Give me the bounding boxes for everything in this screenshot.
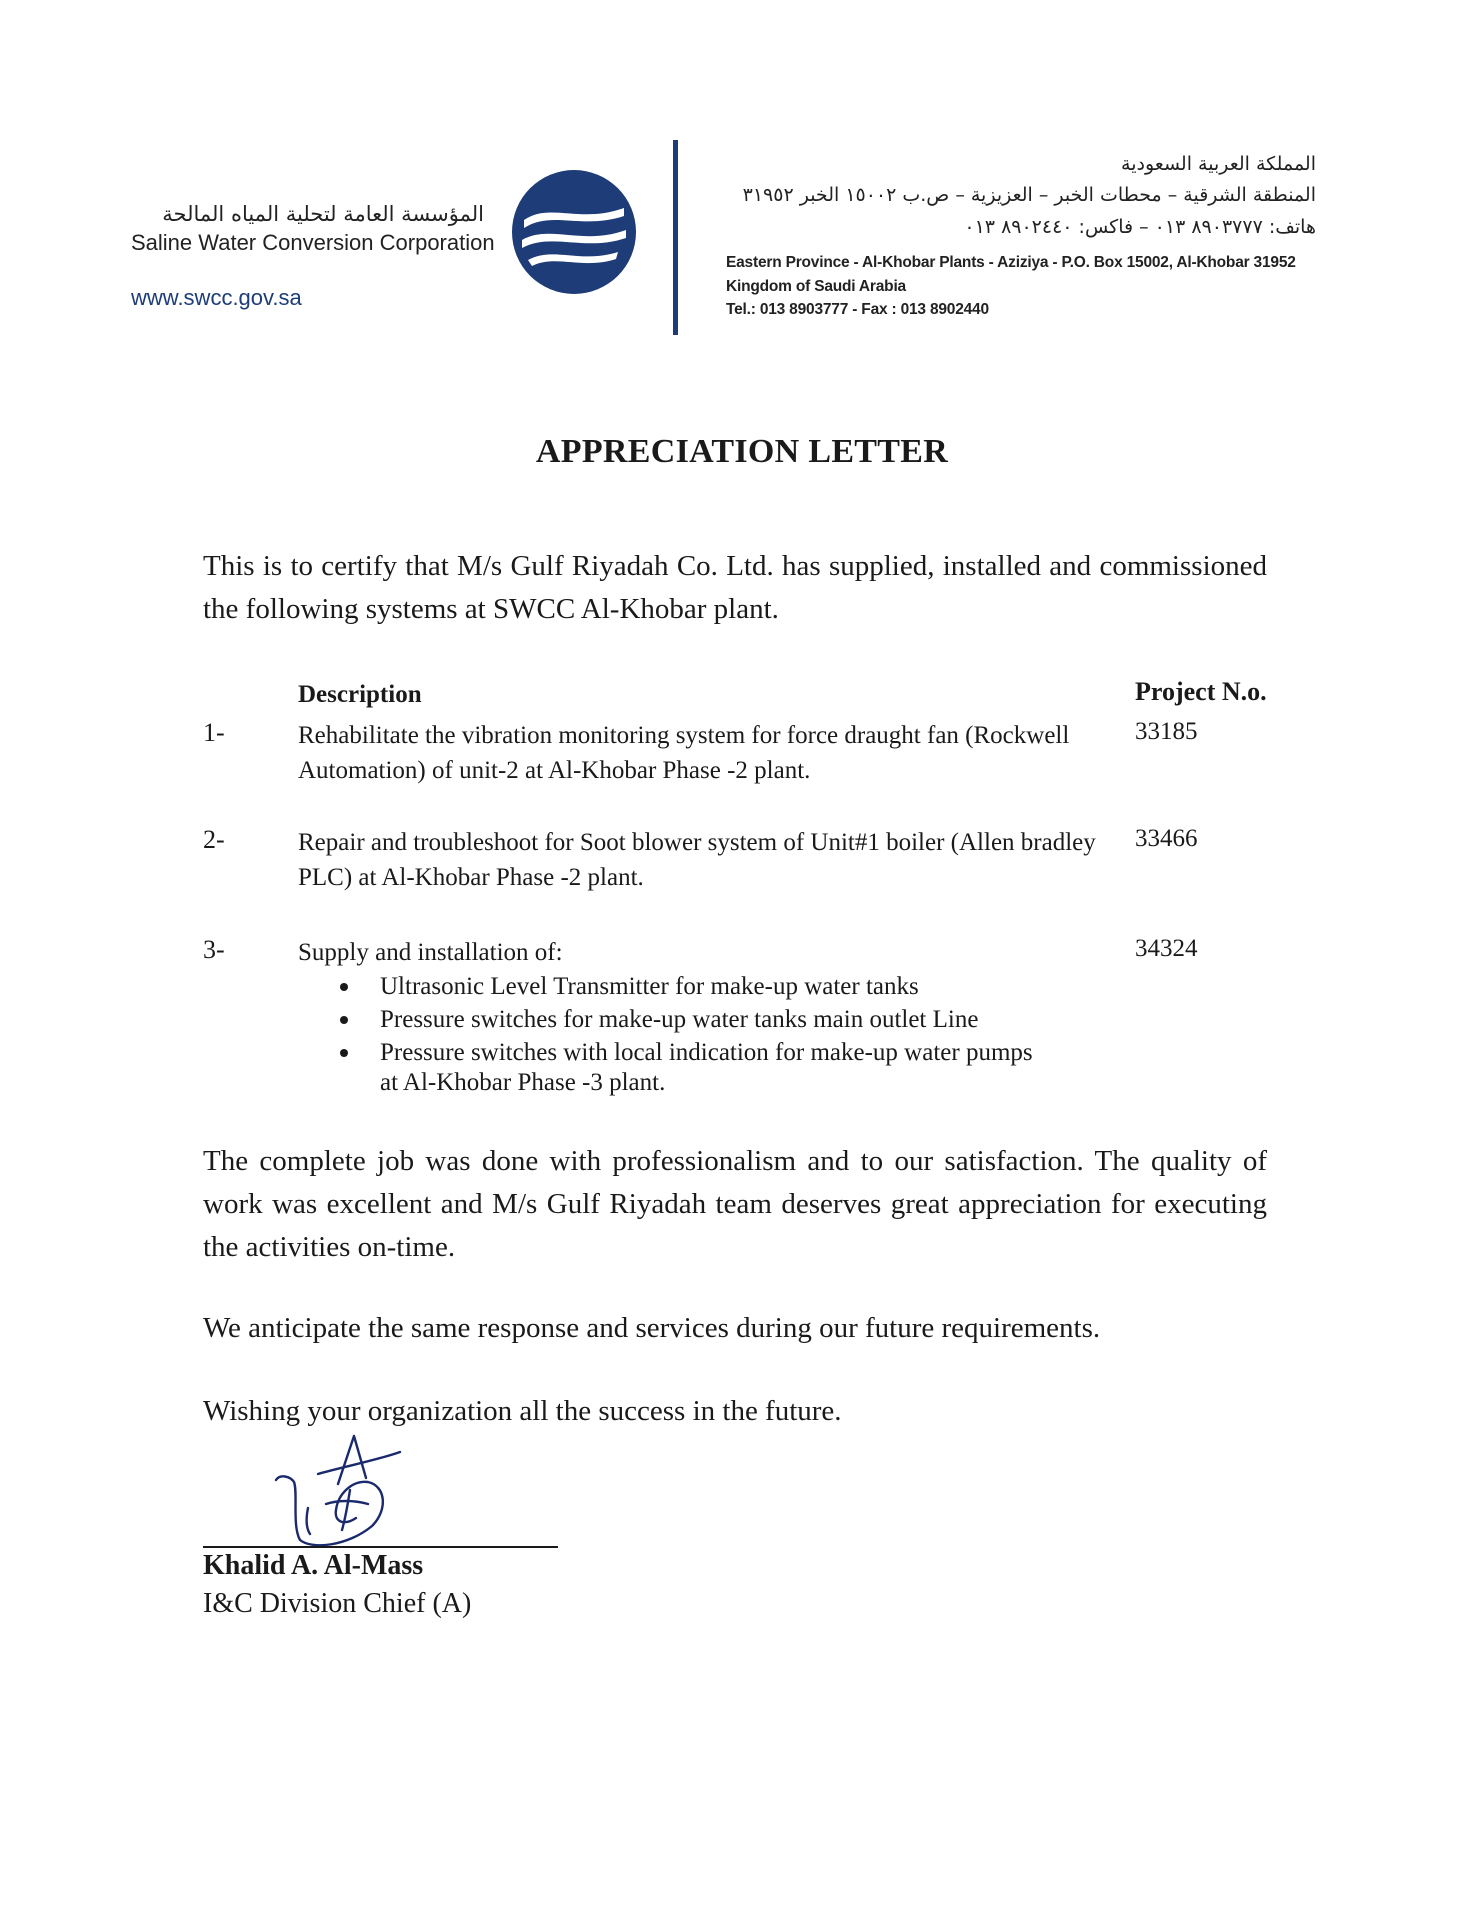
bullet-dot-icon xyxy=(340,1049,348,1057)
swcc-wave-logo-icon xyxy=(510,168,638,296)
bullet-item xyxy=(335,1003,1135,1036)
address-english-line-3: Tel.: 013 8903777 - Fax : 013 8902440 xyxy=(726,301,989,318)
intro-paragraph: This is to certify that M/s Gulf Riyadah Co. Ltd. has supplied, installed and commissioned the following systems at SWCC Al-Khobar plant. xyxy=(203,550,1267,625)
table-row-project-no: 34324 xyxy=(1135,935,1198,962)
table-row-number: 2- xyxy=(203,825,225,854)
letterhead-divider xyxy=(673,140,678,335)
bullet-item xyxy=(335,970,1135,1003)
table-row-description: Rehabilitate the vibration monitoring system for force draught fan (Rockwell Automation) of unit-2 at Al-Khobar Phase -2 plant. xyxy=(298,722,1070,784)
bullet-item xyxy=(335,1036,1135,1069)
address-arabic-line-3: هاتف: ٨٩٠٣٧٧٧ ٠١٣ – فاكس: ٨٩٠٢٤٤٠ ٠١٣ xyxy=(964,216,1316,238)
signature-line xyxy=(203,1546,558,1548)
table-row-description: Supply and installation of: xyxy=(298,939,563,966)
bullet-text: Pressure switches for make-up water tanks main outlet Line xyxy=(380,1006,979,1033)
address-english-line-1: Eastern Province - Al-Khobar Plants - Aziziya - P.O. Box 15002, Al-Khobar 31952 xyxy=(726,254,1296,271)
letter-title: APPRECIATION LETTER xyxy=(535,433,949,470)
bullet-text: Ultrasonic Level Transmitter for make-up water tanks xyxy=(380,973,919,1000)
table-row-number: 3- xyxy=(203,935,225,964)
org-name-english: Saline Water Conversion Corporation xyxy=(131,230,495,255)
bullet-dot-icon xyxy=(340,1016,348,1024)
closing-line-wishing: Wishing your organization all the success in the future. xyxy=(203,1395,842,1427)
address-arabic-line-1: المملكة العربية السعودية xyxy=(1121,153,1316,175)
address-arabic-line-2: المنطقة الشرقية – محطات الخبر – العزيزية – ص.ب ١٥٠٠٢ الخبر ٣١٩٥٢ xyxy=(742,184,1316,206)
signatory-name: Khalid A. Al-Mass xyxy=(203,1550,424,1581)
bullet-continuation: at Al-Khobar Phase -3 plant. xyxy=(380,1069,666,1096)
table-row-description: Repair and troubleshoot for Soot blower system of Unit#1 boiler (Allen bradley PLC) at Al-Khobar Phase -2 plant. xyxy=(298,829,1096,891)
handwritten-signature-icon xyxy=(268,1430,408,1550)
org-name-arabic: المؤسسة العامة لتحلية المياه المالحة xyxy=(162,202,484,226)
org-website-link[interactable]: www.swcc.gov.sa xyxy=(131,285,302,310)
address-english-line-2: Kingdom of Saudi Arabia xyxy=(726,278,906,295)
signatory-title: I&C Division Chief (A) xyxy=(203,1588,472,1619)
supply-bullet-list xyxy=(335,970,1135,1069)
table-header-project-no: Project N.o. xyxy=(1135,677,1267,706)
closing-line-anticipate: We anticipate the same response and services during our future requirements. xyxy=(203,1312,1101,1344)
table-header-description: Description xyxy=(298,681,422,708)
bullet-dot-icon xyxy=(340,983,348,991)
table-row-project-no: 33185 xyxy=(1135,718,1198,745)
table-row-number: 1- xyxy=(203,718,225,747)
table-row-project-no: 33466 xyxy=(1135,825,1198,852)
closing-paragraph: The complete job was done with professionalism and to our satisfaction. The quality of work was excellent and M/s Gulf Riyadah team deserves great appreciation for executing the activities on-time. xyxy=(203,1145,1267,1263)
bullet-text: Pressure switches with local indication for make-up water pumps xyxy=(380,1039,1033,1066)
